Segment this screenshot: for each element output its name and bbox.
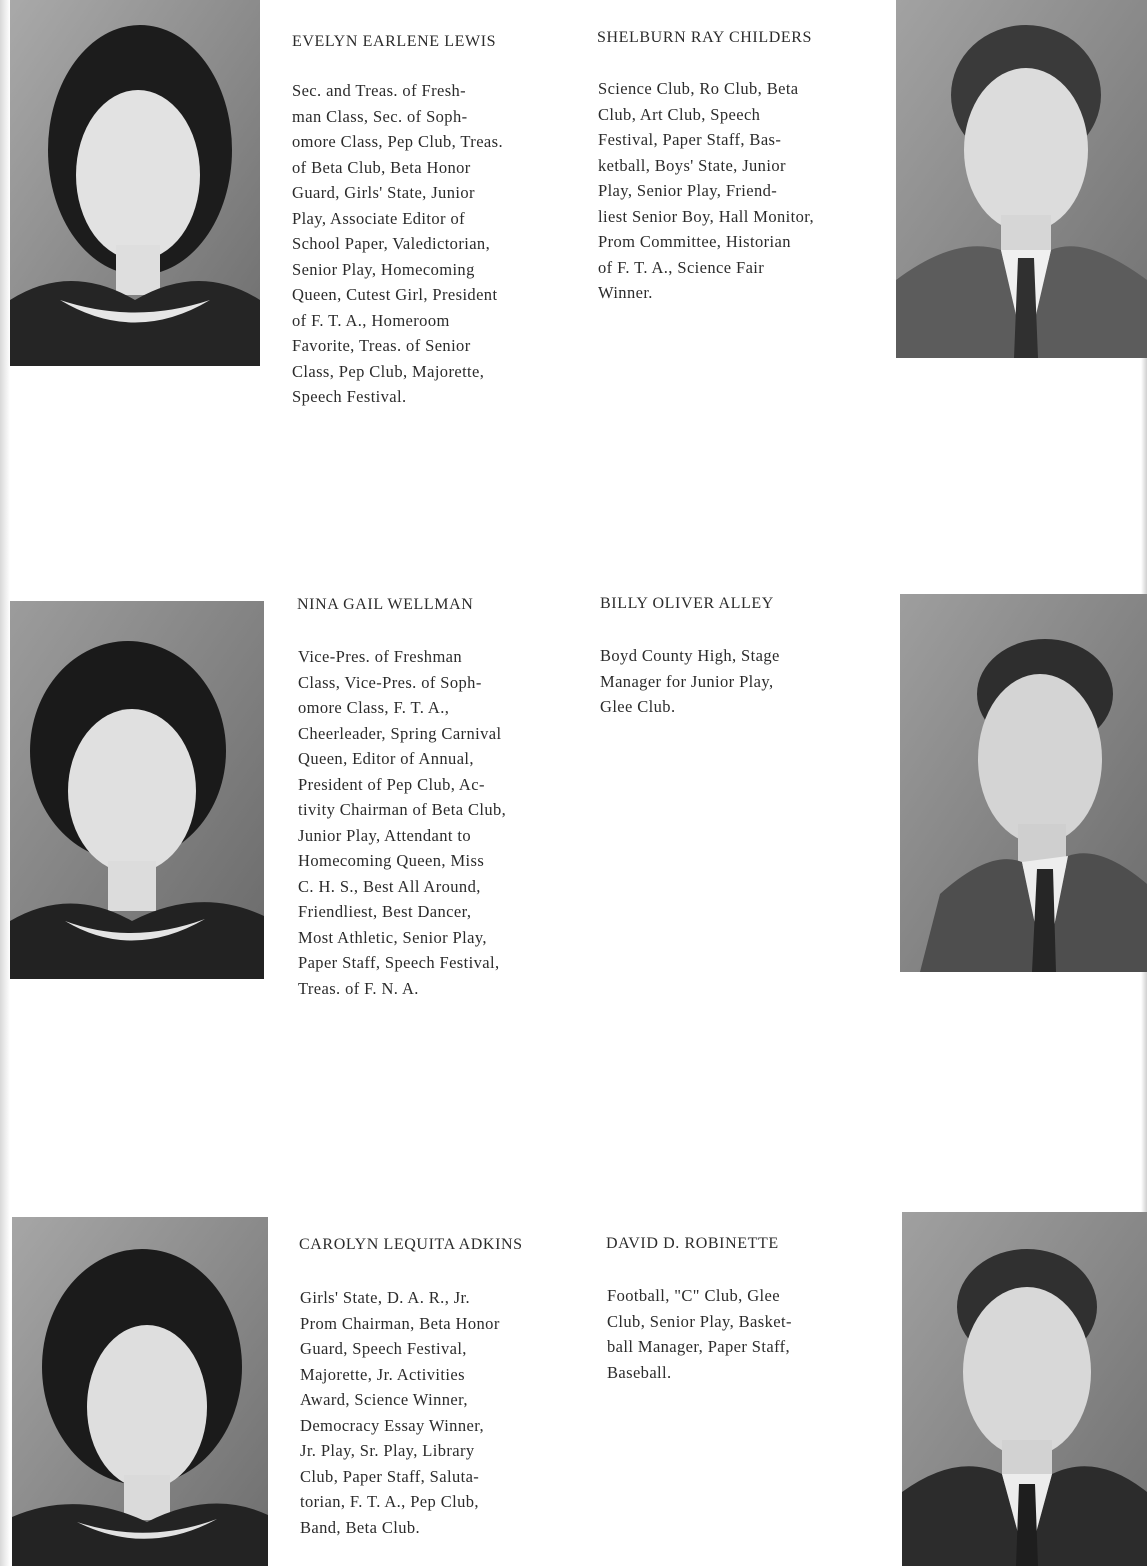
activity-line: Homecoming Queen, Miss — [298, 851, 485, 870]
activity-line: Class, Vice-Pres. of Soph- — [298, 672, 482, 692]
activity-line: Club, Paper Staff, Saluta- — [300, 1466, 480, 1486]
senior-activities-5 — [300, 1285, 500, 1540]
activity-line: School Paper, Valedictorian, — [292, 234, 491, 253]
page-edge-left — [0, 0, 10, 1566]
portrait-photo-girl — [10, 601, 264, 979]
activity-line: Most Athletic, Senior Play, — [298, 927, 487, 947]
activity-line: Sec. and Treas. of Fresh- — [292, 81, 467, 100]
activity-line: ketball, Boys' State, Junior — [598, 155, 786, 175]
portrait-photo-girl — [12, 1217, 268, 1566]
activity-line: Boyd County High, Stage — [600, 646, 780, 665]
activity-line: President of Pep Club, Ac- — [298, 774, 485, 794]
portrait-photo-girl — [10, 0, 260, 366]
activity-line: liest Senior Boy, Hall Monitor, — [598, 206, 814, 226]
activity-line: of F. T. A., Homeroom — [292, 310, 450, 330]
portrait-photo-boy — [896, 0, 1147, 358]
activity-line: Prom Chairman, Beta Honor — [300, 1313, 500, 1333]
activity-line: Class, Pep Club, Majorette, — [292, 361, 485, 381]
senior-name-3: NINA GAIL WELLMAN — [297, 596, 474, 613]
activity-line: Friendliest, Best Dancer, — [298, 902, 472, 921]
activity-line: Play, Senior Play, Friend- — [598, 181, 778, 200]
activity-line: Festival, Paper Staff, Bas- — [598, 130, 782, 149]
activity-line: Girls' State, D. A. R., Jr. — [300, 1288, 471, 1307]
activity-line: Glee Club. — [600, 697, 676, 716]
senior-activities-1 — [292, 78, 503, 410]
activity-line: Junior Play, Attendant to — [298, 825, 472, 845]
activity-line: Guard, Girls' State, Junior — [292, 183, 475, 202]
activity-line: Speech Festival. — [292, 387, 407, 406]
activity-line: Treas. of F. N. A. — [298, 978, 419, 998]
activity-line: Prom Committee, Historian — [598, 232, 791, 251]
activity-line: torian, F. T. A., Pep Club, — [300, 1492, 479, 1511]
activity-line: Paper Staff, Speech Festival, — [298, 953, 500, 972]
senior-activities-4 — [600, 643, 780, 720]
activity-line: tivity Chairman of Beta Club, — [298, 800, 507, 819]
senior-activities-2 — [598, 76, 814, 306]
activity-line: Club, Art Club, Speech — [598, 104, 761, 124]
senior-name-5: CAROLYN LEQUITA ADKINS — [299, 1236, 523, 1253]
activity-line: Queen, Editor of Annual, — [298, 749, 474, 768]
activity-line: of Beta Club, Beta Honor — [292, 157, 471, 177]
portrait-photo-boy — [900, 594, 1147, 972]
activity-line: of F. T. A., Science Fair — [598, 257, 765, 277]
activity-line: Play, Associate Editor of — [292, 208, 465, 228]
activity-line: Favorite, Treas. of Senior — [292, 336, 471, 355]
activity-line: Vice-Pres. of Freshman — [298, 647, 463, 666]
portrait-photo-boy — [902, 1212, 1147, 1566]
activity-line: Football, "C" Club, Glee — [607, 1286, 780, 1305]
activity-line: ball Manager, Paper Staff, — [607, 1337, 791, 1356]
senior-name-6: DAVID D. ROBINETTE — [606, 1235, 779, 1252]
senior-activities-6 — [607, 1283, 792, 1385]
activity-line: Majorette, Jr. Activities — [300, 1364, 465, 1384]
activity-line: Guard, Speech Festival, — [300, 1339, 467, 1358]
activity-line: Award, Science Winner, — [300, 1390, 468, 1409]
activity-line: Democracy Essay Winner, — [300, 1415, 484, 1435]
activity-line: C. H. S., Best All Around, — [298, 876, 481, 896]
activity-line: man Class, Sec. of Soph- — [292, 106, 468, 126]
activity-line: Science Club, Ro Club, Beta — [598, 79, 799, 98]
senior-name-4: BILLY OLIVER ALLEY — [600, 595, 774, 612]
senior-name-2: SHELBURN RAY CHILDERS — [597, 29, 812, 46]
activity-line: Cheerleader, Spring Carnival — [298, 723, 502, 743]
senior-activities-3 — [298, 644, 506, 1001]
senior-name-1: EVELYN EARLENE LEWIS — [292, 33, 497, 50]
activity-line: Senior Play, Homecoming — [292, 259, 475, 279]
activity-line: Club, Senior Play, Basket- — [607, 1311, 792, 1331]
activity-line: Jr. Play, Sr. Play, Library — [300, 1441, 475, 1460]
activity-line: omore Class, F. T. A., — [298, 698, 450, 717]
activity-line: Queen, Cutest Girl, President — [292, 285, 498, 304]
activity-line: Winner. — [598, 283, 653, 302]
activity-line: Band, Beta Club. — [300, 1517, 421, 1537]
activity-line: Manager for Junior Play, — [600, 671, 774, 691]
activity-line: Baseball. — [607, 1362, 672, 1382]
activity-line: omore Class, Pep Club, Treas. — [292, 132, 503, 151]
